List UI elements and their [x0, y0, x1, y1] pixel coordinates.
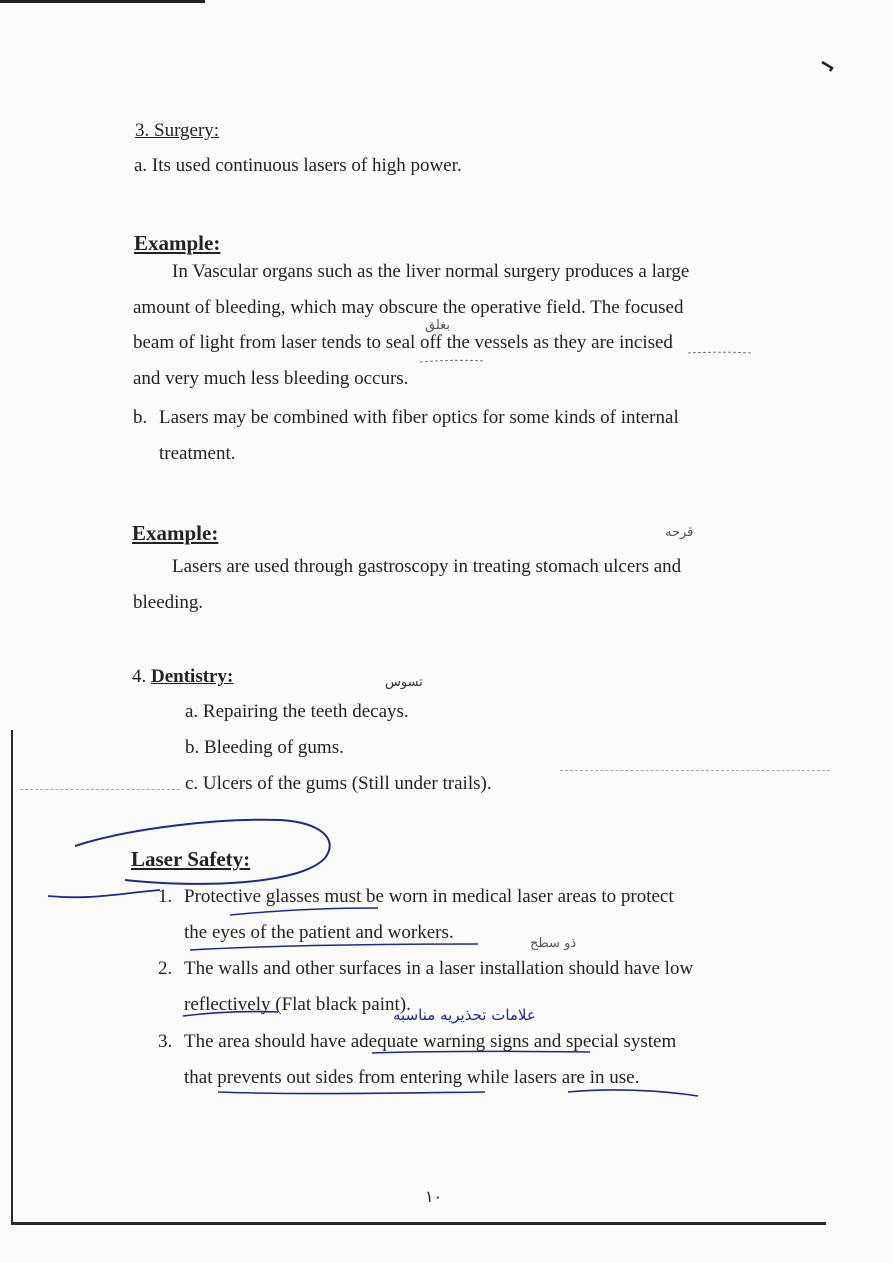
item-line: The area should have adequate warning signs and special system: [184, 1031, 677, 1052]
item-line: Protective glasses must be worn in medical laser areas to protect: [184, 886, 674, 907]
handwritten-note: قرحه: [665, 525, 694, 540]
safety-heading: Laser Safety:: [131, 847, 251, 871]
scan-artifact: [560, 770, 830, 771]
scan-artifact: [20, 789, 180, 790]
dentistry-item: b. Bleeding of gums.: [185, 737, 344, 758]
page-border-bottom: [11, 1222, 826, 1225]
example-heading-2: Example:: [132, 521, 219, 545]
surgery-heading: 3. Surgery:: [135, 120, 220, 141]
ink-stroke: [48, 890, 160, 897]
scan-edge-top: [0, 0, 205, 3]
safety-item-1: [158, 886, 674, 958]
example-2-paragraph: [133, 556, 681, 627]
list-marker: b.: [133, 407, 148, 428]
surgery-point-a: a. Its used continuous lasers of high power.: [134, 155, 462, 176]
pencil-underline: [688, 352, 752, 353]
handwritten-note: علامات تحذيريه مناسبه: [393, 1006, 536, 1024]
item-line: The walls and other surfaces in a laser installation should have low: [184, 958, 694, 979]
surgery-point-b: [133, 407, 679, 478]
example-1-paragraph: [133, 261, 689, 403]
handwritten-note: ذو سطح: [530, 936, 577, 951]
paragraph-line: bleeding.: [133, 591, 204, 613]
item-line: reflectively (Flat black paint).: [184, 994, 411, 1015]
list-number: 1.: [158, 886, 173, 907]
paragraph-line: Lasers are used through gastroscopy in treating stomach ulcers and: [172, 556, 682, 577]
example-heading-1: Example:: [134, 231, 221, 255]
handwritten-note: بغلق: [425, 318, 451, 333]
dentistry-item: a. Repairing the teeth decays.: [185, 701, 409, 722]
page-number: ١٠: [425, 1187, 443, 1206]
paragraph-line: amount of bleeding, which may obscure the operative field. The focused: [133, 296, 684, 318]
safety-item-3: [158, 1031, 676, 1103]
paragraph-line: treatment.: [159, 442, 236, 464]
paragraph-line: In Vascular organs such as the liver normal surgery produces a large: [172, 261, 690, 282]
dentistry-heading: 4. Dentistry:: [132, 666, 234, 687]
dentistry-item: c. Ulcers of the gums (Still under trails).: [185, 773, 492, 794]
paragraph-line: b. Lasers may be combined with fiber optics for some kinds of internal: [133, 407, 679, 428]
scan-mark: [822, 62, 832, 71]
item-line: that prevents out sides from entering while lasers are in use.: [184, 1067, 640, 1088]
page-border-left: [11, 730, 13, 1225]
list-number: 2.: [158, 958, 173, 979]
list-number: 3.: [158, 1031, 173, 1052]
paragraph-line: beam of light from laser tends to seal off the vessels as they are incised: [133, 332, 673, 353]
item-line: the eyes of the patient and workers.: [184, 922, 454, 943]
handwritten-note: تسوس: [385, 675, 423, 690]
paragraph-line: and very much less bleeding occurs.: [133, 367, 409, 389]
